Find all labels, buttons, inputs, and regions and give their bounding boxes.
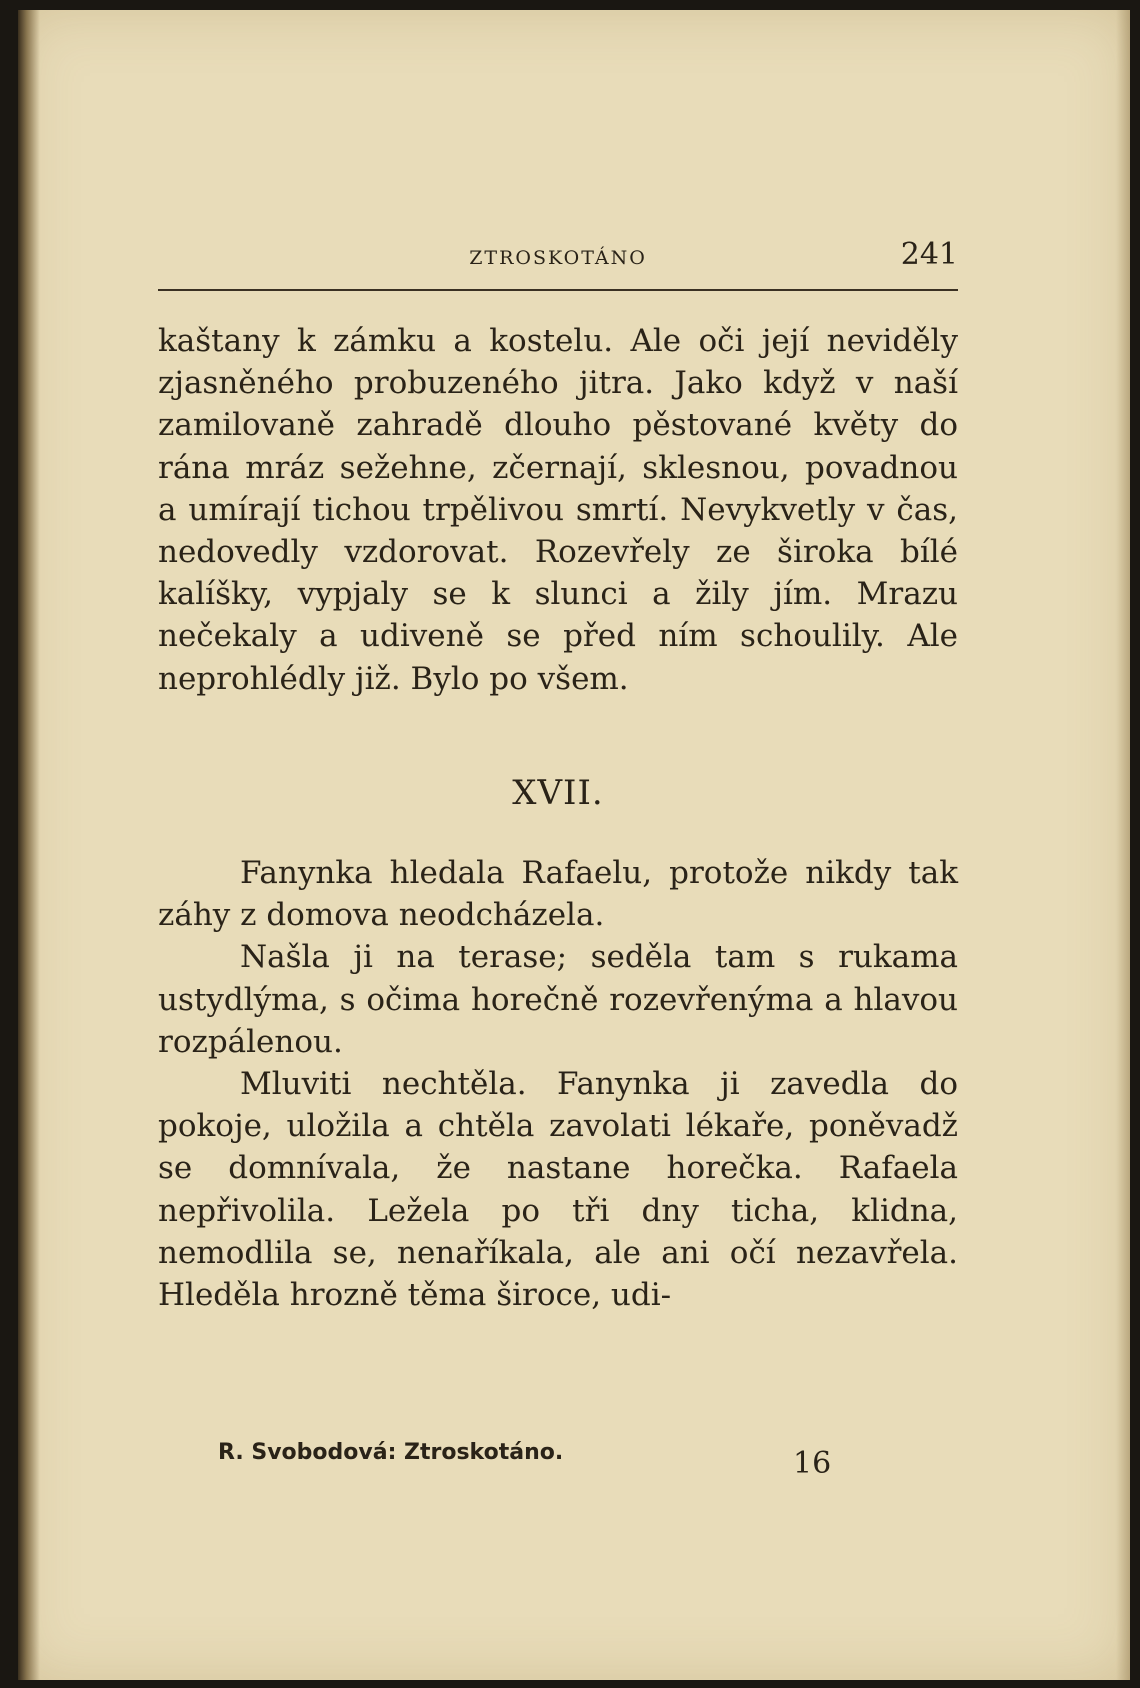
book-page <box>18 10 1130 1680</box>
edge-shadow <box>1116 10 1130 1680</box>
signature-mark: 16 <box>793 1446 832 1481</box>
paragraph: Mluviti nechtěla. Fanynka ji zavedla do pokoje, uložila a chtěla zavolati lékaře, poněvadž se domnívala, že nastane horečka. Rafaela nepřivolila. Ležela po tři dny ticha, klidna, nemodlila se, nenaříkala, ale ani očí nezavřela. Hleděla hrozně těma široce, udi- <box>158 1066 958 1314</box>
header-rule <box>158 289 958 291</box>
paragraph: Našla ji na terase; seděla tam s rukama ustydlýma, s očima horečně rozevřenýma a hlavou rozpálenou. <box>158 939 958 1060</box>
page-number: 241 <box>900 237 958 272</box>
paragraph: Fanynka hledala Rafaelu, protože nikdy tak záhy z domova neodcházela. <box>158 855 958 934</box>
paragraph-continuation: kaštany k zámku a kostelu. Ale oči její neviděly zjasněného probuzeného jitra. Jako když v naší zamilovaně zahradě dlouho pěstované květy do rána mráz sežehne, zčernají, sklesnou, povadnou a umírají tichou trpělivou smrtí. Nevykvetly v čas, nedovedly vzdorovat. Rozevřely ze široka bílé kalíšky, vypjaly se k slunci a žily jím. Mrazu nečekaly a udiveně se před ním schoulily. Ale neprohlédly již. Bylo po všem. <box>158 323 958 697</box>
body-text <box>158 320 958 1316</box>
page-header <box>158 235 958 283</box>
running-head: ZTROSKOTÁNO <box>469 247 647 269</box>
chapter-heading: XVII. <box>512 772 604 813</box>
footer-credit: R. Svobodová: Ztroskotáno. <box>218 1440 564 1465</box>
spine-shadow <box>18 10 40 1680</box>
